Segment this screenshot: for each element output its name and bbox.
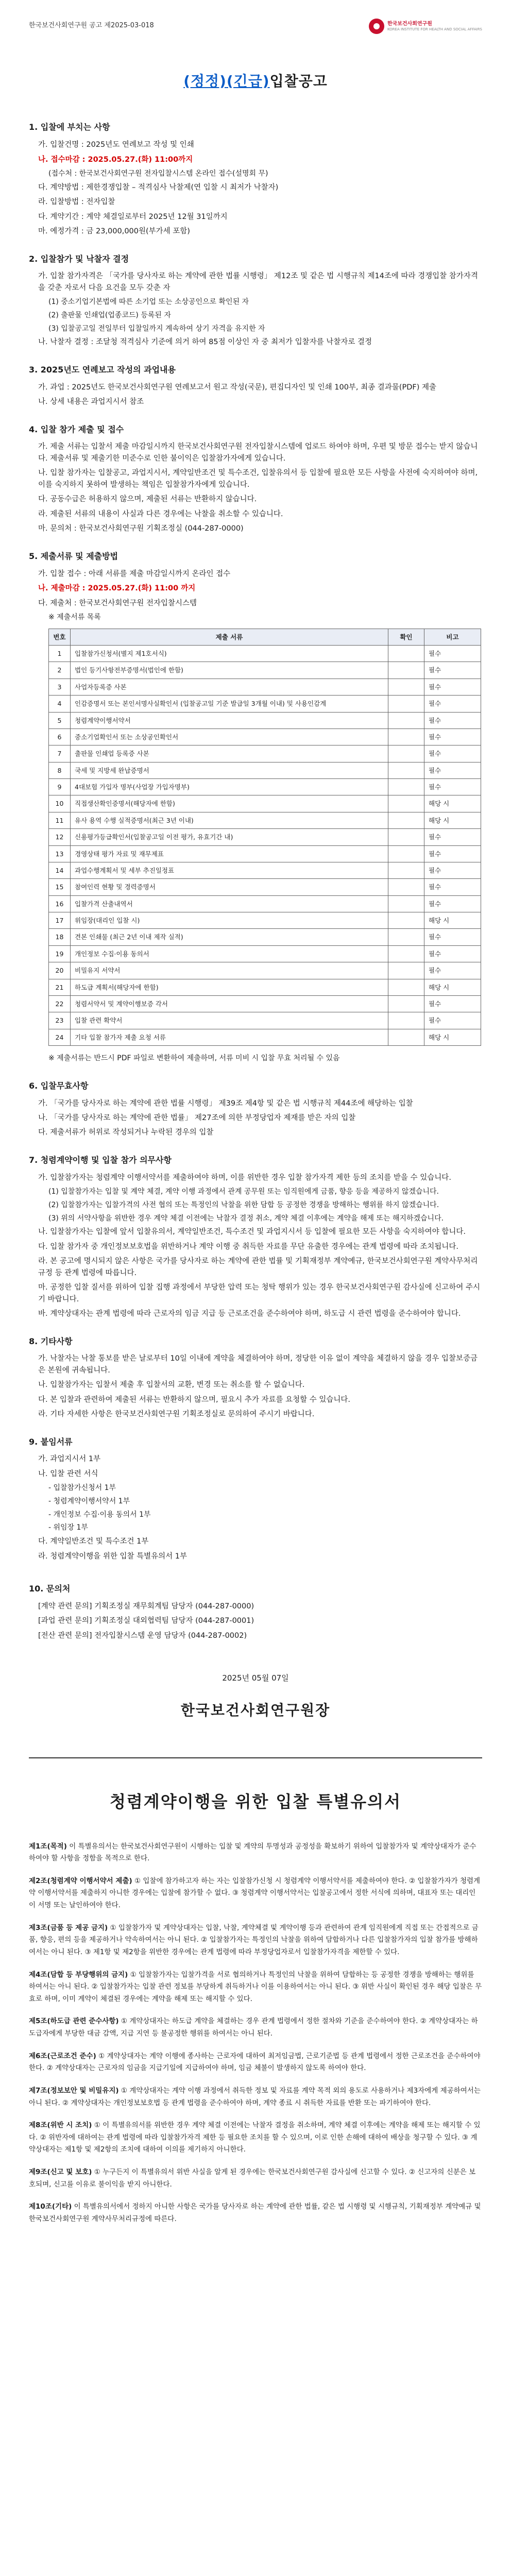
section-item: 다. 본 입찰과 관련하여 제출된 서류는 반환하지 않으며, 필요시 추가 자료를 요청할 수 있습니다. — [38, 1395, 351, 1404]
row-number: 5 — [49, 712, 71, 728]
document-name: 사업자등록증 사본 — [71, 679, 388, 695]
document-name: 입찰참가신청서(별지 제1호서식) — [71, 646, 388, 662]
section-item: 다. 계약일반조건 및 특수조건 1부 — [38, 1537, 149, 1546]
table-row — [49, 779, 481, 795]
section-item: 다. 계약기간 : 계약 체결일로부터 2025년 12월 31일까지 — [38, 212, 228, 221]
table-row — [49, 845, 481, 862]
table-row — [49, 696, 481, 712]
article-heading: 제10조(기타) — [29, 2202, 72, 2211]
notice-title: 청렴계약이행을 위한 입찰 특별유의서 — [109, 1791, 401, 1811]
section-item: 나. 입찰 참가자는 입찰공고, 과업지시서, 계약일반조건 및 특수조건, 입찰유의서 등 입찰에 필요한 모든 사항을 사전에 숙지하여야 하며, 이를 숙지하지 못하여 발생하는 책임은 입찰참가자에게 있습니다. — [38, 469, 478, 489]
section-item: 라. 기타 자세한 사항은 한국보건사회연구원 기획조정실로 문의하여 주시기 바랍니다. — [38, 1410, 315, 1419]
article-body: ① 입찰에 참가하고자 하는 자는 입찰참가신청 시 청렴계약 이행서약서를 제출하여야 한다. ② 입찰참가자가 청렴계약 이행서약서를 제출하지 아니한 경우에는 입찰에 참가할 수 없다. ③ 청렴계약 이행서약서는 입찰공고에서 정한 서식에 의하며, 대표자 또는 대리인이 서명 또는 날인하여야 한다. — [29, 1876, 481, 1910]
table-row — [49, 829, 481, 845]
document-name: 입찰 관련 확약서 — [71, 1012, 388, 1029]
section-6 — [29, 1080, 482, 1139]
article-body: ① 입찰참가자는 입찰가격을 서로 협의하거나 특정인의 낙찰을 위하여 담합하는 등 공정한 경쟁을 방해하는 행위를 하여서는 아니 된다. ② 입찰참가자는 입찰 관련 정보를 부당하게 취득하거나 이를 이용하여서는 아니 된다. ③ 위반 사실이 확인된 경우 해당 입찰은 무효로 하며, 이미 계약이 체결된 경우에는 계약을 해제 또는 해지할 수 있다. — [29, 1970, 482, 2003]
section-item: 나. 낙찰자 결정 : 조달청 적격심사 기준에 의거 하여 85점 이상인 자 중 최저가 입찰자를 낙찰자로 결정 — [38, 338, 372, 347]
section-item: 마. 공정한 입찰 질서를 위하여 입찰 집행 과정에서 부당한 압력 또는 청탁 행위가 있는 경우 한국보건사회연구원 감사실에 신고하여 주시기 바랍니다. — [38, 1283, 480, 1303]
table-header-cell: 번호 — [49, 629, 71, 645]
section-item: 마. 예정가격 : 금 23,000,000원(부가세 포함) — [38, 227, 190, 236]
document-name: 중소기업확인서 또는 소상공인확인서 — [71, 728, 388, 745]
row-number: 2 — [49, 662, 71, 679]
section-subitem: - 개인정보 수집·이용 동의서 1부 — [48, 1510, 151, 1519]
document-name: 과업수행계획서 및 세부 추진일정표 — [71, 862, 388, 878]
document-name: 참여인력 현황 및 경력증명서 — [71, 879, 388, 895]
section-title: 4. 입찰 참가 제출 및 접수 — [29, 424, 124, 434]
table-row — [49, 962, 481, 979]
document-name: 법인 등기사항전부증명서(법인에 한함) — [71, 662, 388, 679]
document-number: 한국보건사회연구원 공고 제2025-03-018 — [29, 22, 154, 29]
document-name: 경영상태 평가 자료 및 재무제표 — [71, 845, 388, 862]
table-row — [49, 895, 481, 912]
section-item: 가. 「국가를 당사자로 하는 계약에 관한 법률 시행령」 제39조 제4항 및 같은 법 시행규칙 제44조에 해당하는 입찰 — [38, 1099, 413, 1108]
section-item: 라. 청렴계약이행을 위한 입찰 특별유의서 1부 — [38, 1552, 188, 1561]
section-item: 마. 문의처 : 한국보건사회연구원 기획조정실 (044-287-0000) — [38, 524, 244, 533]
contact-item: [전산 관련 문의] 전자입찰시스템 운영 담당자 (044-287-0002) — [38, 1631, 247, 1640]
check-cell — [388, 762, 424, 778]
article-heading: 제6조(근로조건 준수) — [29, 2052, 96, 2060]
table-header-cell: 제출 서류 — [71, 629, 388, 645]
article-paragraph — [29, 2050, 482, 2075]
article-heading: 제4조(담합 등 부당행위의 금지) — [29, 1970, 128, 1979]
table-row — [49, 712, 481, 728]
section-10 — [29, 1583, 482, 1641]
table-intro: ※ 제출서류 목록 — [48, 613, 101, 621]
remark-cell: 해당 시 — [424, 795, 481, 812]
contact-item: [과업 관련 문의] 기획조정실 대외협력팀 담당자 (044-287-0001) — [38, 1617, 254, 1625]
row-number: 7 — [49, 745, 71, 762]
section-subitem: (3) 입찰공고일 전일부터 입찰일까지 계속하여 상기 자격을 유지한 자 — [48, 324, 265, 333]
article-paragraph — [29, 2015, 482, 2040]
remark-cell: 필수 — [424, 929, 481, 945]
check-cell — [388, 879, 424, 895]
document-name: 비밀유지 서약서 — [71, 962, 388, 979]
check-cell — [388, 662, 424, 679]
section-item: 나. 「국가를 당사자로 하는 계약에 관한 법률」 제27조에 의한 부정당업자 제재를 받은 자의 입찰 — [38, 1113, 356, 1122]
row-number: 8 — [49, 762, 71, 778]
remark-cell: 해당 시 — [424, 1029, 481, 1045]
document-name: 위임장(대리인 입찰 시) — [71, 912, 388, 929]
row-number: 20 — [49, 962, 71, 979]
table-row — [49, 728, 481, 745]
section-item: 가. 입찰참가자는 청렴계약 이행서약서를 제출하여야 하며, 이를 위반한 경우 입찰 참가자격 제한 등의 조치를 받을 수 있습니다. — [38, 1173, 451, 1182]
document-title — [29, 70, 482, 92]
document-name: 출판물 인쇄업 등록증 사본 — [71, 745, 388, 762]
document-name: 청렴서약서 및 계약이행보증 각서 — [71, 995, 388, 1012]
row-number: 18 — [49, 929, 71, 945]
table-row — [49, 1029, 481, 1045]
row-number: 12 — [49, 829, 71, 845]
section-title: 3. 2025년도 연례보고 작성의 과업내용 — [29, 364, 176, 375]
table-row — [49, 979, 481, 995]
section-item: 다. 제출처 : 한국보건사회연구원 전자입찰시스템 — [38, 599, 197, 607]
table-row — [49, 929, 481, 945]
section-subitem: (1) 중소기업기본법에 따른 소기업 또는 소상공인으로 확인된 자 — [48, 298, 249, 307]
logo-text — [387, 21, 482, 31]
row-number: 9 — [49, 779, 71, 795]
section-subitem: (1) 입찰참가자는 입찰 및 계약 체결, 계약 이행 과정에서 관계 공무원 또는 임직원에게 금품, 향응 등을 제공하지 않겠습니다. — [48, 1188, 439, 1196]
remark-cell: 필수 — [424, 845, 481, 862]
section-item: 다. 제출서류가 허위로 작성되거나 누락된 경우의 입찰 — [38, 1128, 214, 1137]
check-cell — [388, 795, 424, 812]
remark-cell: 필수 — [424, 696, 481, 712]
table-body — [49, 646, 481, 1046]
section-item-deadline: 나. 제출마감 : 2025.05.27.(화) 11:00 까지 — [38, 584, 196, 593]
remark-cell: 필수 — [424, 646, 481, 662]
section-title: 7. 청렴계약이행 및 입찰 참가 의무사항 — [29, 1155, 172, 1165]
section-item: 가. 제출 서류는 입찰서 제출 마감일시까지 한국보건사회연구원 전자입찰시스템에 업로드 하여야 하며, 우편 및 방문 접수는 받지 않습니다. 제출서류 및 제출기한 미준수로 인한 불이익은 입찰참가자에게 있습니다. — [38, 443, 478, 463]
remark-cell: 필수 — [424, 895, 481, 912]
check-cell — [388, 712, 424, 728]
table-row — [49, 995, 481, 1012]
article-paragraph — [29, 2120, 482, 2156]
document-name: 4대보험 가입자 명부(사업장 가입자명부) — [71, 779, 388, 795]
notice-articles — [29, 1841, 482, 2226]
section-title: 1. 입찰에 부치는 사항 — [29, 122, 110, 132]
document-name: 개인정보 수집·이용 동의서 — [71, 945, 388, 962]
article-body: 이 특별유의서에서 정하지 아니한 사항은 국가를 당사자로 하는 계약에 관한 법률, 같은 법 시행령 및 시행규칙, 기획재정부 계약예규 및 한국보건사회연구원 계약사무처리규정에 따른다. — [29, 2202, 481, 2223]
row-number: 6 — [49, 728, 71, 745]
article-paragraph — [29, 2085, 482, 2109]
notice-article — [29, 2201, 482, 2225]
check-cell — [388, 962, 424, 979]
table-row — [49, 679, 481, 695]
section-item: 다. 입찰 참가자 중 개인정보보호법을 위반하거나 계약 이행 중 취득한 자료를 무단 유출한 경우에는 관계 법령에 따라 조치됩니다. — [38, 1242, 458, 1251]
section-item: 가. 입찰 참가자격은 「국가를 당사자로 하는 계약에 관한 법률 시행령」 제12조 및 같은 법 시행규칙 제14조에 따라 경쟁입찰 참가자격을 갖춘 자로서 다음 요건을 모두 갖춘 자 — [38, 272, 478, 292]
notice-article — [29, 1922, 482, 1959]
article-heading: 제9조(신고 및 보호) — [29, 2168, 92, 2177]
row-number: 13 — [49, 845, 71, 862]
article-body: ① 계약상대자는 하도급 계약을 체결하는 경우 관계 법령에서 정한 절차와 기준을 준수하여야 한다. ② 계약상대자는 하도급자에게 부당한 대금 감액, 지급 지연 등 불공정한 행위를 하여서는 아니 된다. — [29, 2017, 478, 2038]
notice-article — [29, 2050, 482, 2075]
document-name: 견본 인쇄물 (최근 2년 이내 제작 실적) — [71, 929, 388, 945]
remark-cell: 필수 — [424, 962, 481, 979]
check-cell — [388, 829, 424, 845]
document-header — [29, 19, 482, 55]
notice-article — [29, 1875, 482, 1912]
check-cell — [388, 845, 424, 862]
signature-block — [29, 1672, 482, 1721]
section-item: 가. 낙찰자는 낙찰 통보를 받은 날로부터 10일 이내에 계약을 체결하여야 하며, 정당한 이유 없이 계약을 체결하지 않을 경우 입찰보증금은 본원에 귀속됩니다. — [38, 1354, 478, 1375]
remark-cell: 해당 시 — [424, 912, 481, 929]
check-cell — [388, 728, 424, 745]
table-note: ※ 제출서류는 반드시 PDF 파일로 변환하여 제출하며, 서류 미비 시 입찰 무효 처리될 수 있음 — [48, 1054, 340, 1063]
remark-cell: 필수 — [424, 995, 481, 1012]
remark-cell: 필수 — [424, 728, 481, 745]
section-subitem: (3) 위의 서약사항을 위반한 경우 계약 체결 이전에는 낙찰자 결정 취소, 계약 체결 이후에는 계약을 해제 또는 해지하겠습니다. — [48, 1214, 444, 1223]
row-number: 21 — [49, 979, 71, 995]
remark-cell: 필수 — [424, 745, 481, 762]
remark-cell: 필수 — [424, 879, 481, 895]
section-item: 가. 입찰 접수 : 아래 서류를 제출 마감일시까지 온라인 접수 — [38, 569, 231, 578]
row-number: 16 — [49, 895, 71, 912]
notice-article — [29, 1969, 482, 2006]
remark-cell: 필수 — [424, 1012, 481, 1029]
required-documents-table — [48, 629, 481, 1046]
check-cell — [388, 1029, 424, 1045]
contact-item: [계약 관련 문의] 기획조정실 재무회계팀 담당자 (044-287-0000) — [38, 1602, 254, 1611]
section-title: 6. 입찰무효사항 — [29, 1080, 89, 1091]
section-1 — [29, 121, 482, 237]
check-cell — [388, 646, 424, 662]
document-name: 입찰가격 산출내역서 — [71, 895, 388, 912]
notice-article — [29, 1841, 482, 1865]
row-number: 10 — [49, 795, 71, 812]
remark-cell: 필수 — [424, 762, 481, 778]
title-correction-prefix: (정정) — [183, 73, 227, 90]
article-paragraph — [29, 1841, 482, 1865]
section-subitem: - 청렴계약이행서약서 1부 — [48, 1497, 130, 1506]
table-row — [49, 912, 481, 929]
section-7 — [29, 1154, 482, 1320]
section-item: 라. 제출된 서류의 내용이 사실과 다른 경우에는 낙찰을 취소할 수 있습니다. — [38, 510, 283, 518]
section-subitem: (2) 입찰참가자는 입찰가격의 사전 협의 또는 특정인의 낙찰을 위한 담합 등 공정한 경쟁을 방해하는 행위를 하지 않겠습니다. — [48, 1200, 439, 1209]
section-item: 라. 입찰방법 : 전자입찰 — [38, 198, 115, 207]
remark-cell: 필수 — [424, 779, 481, 795]
check-cell — [388, 929, 424, 945]
article-heading: 제2조(청렴계약 이행서약서 제출) — [29, 1876, 132, 1885]
check-cell — [388, 995, 424, 1012]
check-cell — [388, 745, 424, 762]
row-number: 19 — [49, 945, 71, 962]
document-name: 직접생산확인증명서(해당자에 한함) — [71, 795, 388, 812]
section-item: 나. 입찰 관련 서식 — [38, 1469, 98, 1478]
check-cell — [388, 779, 424, 795]
notice-article — [29, 2085, 482, 2109]
table-row — [49, 1012, 481, 1029]
section-item: 다. 공동수급은 허용하지 않으며, 제출된 서류는 반환하지 않습니다. — [38, 495, 257, 504]
row-number: 11 — [49, 812, 71, 828]
article-heading: 제8조(위반 시 조치) — [29, 2121, 92, 2130]
remark-cell: 필수 — [424, 829, 481, 845]
article-heading: 제3조(금품 등 제공 금지) — [29, 1923, 108, 1932]
row-number: 15 — [49, 879, 71, 895]
table-row — [49, 662, 481, 679]
article-paragraph — [29, 1969, 482, 2006]
article-body: ① 이 특별유의서를 위반한 경우 계약 체결 이전에는 낙찰자 결정을 취소하며, 계약 체결 이후에는 계약을 해제 또는 해지할 수 있다. ② 위반자에 대하여는 관계 법령에 따라 입찰참가자격 제한 등 필요한 조치를 할 수 있으며, 이로 인한 손해에 대하여 배상을 청구할 수 있다. ③ 계약상대자는 제1항 및 제2항의 조치에 대하여 이의를 제기하지 아니한다. — [29, 2121, 481, 2154]
section-subitem: (접수처 : 한국보건사회연구원 전자입찰시스템 온라인 접수(설명회 무) — [48, 170, 268, 178]
check-cell — [388, 696, 424, 712]
title-urgent-prefix: (긴급) — [226, 73, 270, 90]
check-cell — [388, 895, 424, 912]
table-row — [49, 646, 481, 662]
article-heading: 제1조(목적) — [29, 1842, 67, 1851]
section-9 — [29, 1436, 482, 1562]
remark-cell: 필수 — [424, 862, 481, 878]
row-number: 4 — [49, 696, 71, 712]
check-cell — [388, 979, 424, 995]
article-body: ① 입찰참가자 및 계약상대자는 입찰, 낙찰, 계약체결 및 계약이행 등과 관련하여 관계 임직원에게 직접 또는 간접적으로 금품, 향응, 편의 등을 제공하거나 약속하여서는 아니 된다. ② 입찰참가자는 특정인의 낙찰을 위하여 담합하거나 다른 입찰참가자의 입찰 참가를 방해하여서는 아니 된다. ③ 제1항 및 제2항을 위반한 경우에는 관계 법령에 따라 부정당업자로서 입찰참가자격을 제한할 수 있다. — [29, 1923, 479, 1956]
table-row — [49, 812, 481, 828]
section-subitem: - 위임장 1부 — [48, 1523, 88, 1532]
table-row — [49, 745, 481, 762]
article-paragraph — [29, 1922, 482, 1959]
section-5 — [29, 550, 482, 1064]
notice-article — [29, 2015, 482, 2040]
section-item: 나. 입찰참가자는 입찰에 앞서 입찰유의서, 계약일반조건, 특수조건 및 과업지시서 등 입찰에 필요한 모든 사항을 숙지하여야 합니다. — [38, 1228, 466, 1236]
notice-article — [29, 2166, 482, 2191]
section-subitem: - 입찰참가신청서 1부 — [48, 1484, 116, 1493]
logo-subname: KOREA INSTITUTE FOR HEALTH AND SOCIAL AFFAIRS — [387, 27, 482, 31]
logo-name: 한국보건사회연구원 — [387, 21, 432, 27]
row-number: 14 — [49, 862, 71, 878]
remark-cell: 필수 — [424, 945, 481, 962]
table-header-cell: 확인 — [388, 629, 424, 645]
section-4 — [29, 423, 482, 535]
table-row — [49, 862, 481, 878]
logo-mark-icon — [369, 19, 384, 34]
section-title: 5. 제출서류 및 제출방법 — [29, 551, 118, 561]
title-main: 입찰공고 — [269, 73, 328, 90]
check-cell — [388, 945, 424, 962]
row-number: 3 — [49, 679, 71, 695]
section-item: 가. 과업 : 2025년도 한국보건사회연구원 연례보고서 원고 작성(국문), 편집디자인 및 인쇄 100부, 최종 결과물(PDF) 제출 — [38, 383, 436, 392]
row-number: 17 — [49, 912, 71, 929]
table-header-cell: 비고 — [424, 629, 481, 645]
section-2 — [29, 253, 482, 348]
article-heading: 제5조(하도급 관련 준수사항) — [29, 2017, 119, 2026]
document-name: 청렴계약이행서약서 — [71, 712, 388, 728]
section-8 — [29, 1335, 482, 1420]
table-row — [49, 762, 481, 778]
remark-cell: 필수 — [424, 712, 481, 728]
section-item: 나. 상세 내용은 과업지시서 참조 — [38, 398, 144, 406]
issuing-organization: 한국보건사회연구원장 — [180, 1701, 331, 1719]
check-cell — [388, 862, 424, 878]
institute-logo — [369, 19, 482, 34]
article-paragraph — [29, 1875, 482, 1912]
section-item: 가. 입찰건명 : 2025년도 연례보고 작성 및 인쇄 — [38, 141, 194, 149]
check-cell — [388, 679, 424, 695]
announcement-date: 2025년 05월 07일 — [222, 1673, 289, 1683]
section-title: 10. 문의처 — [29, 1584, 71, 1594]
section-item: 다. 계약방법 : 제한경쟁입찰 – 적격심사 낙찰제(연 입찰 시 최저가 낙찰자) — [38, 183, 279, 192]
article-heading: 제7조(정보보안 및 비밀유지) — [29, 2086, 119, 2095]
table-row — [49, 879, 481, 895]
section-title: 2. 입찰참가 및 낙찰자 결정 — [29, 253, 129, 264]
article-body: ① 누구든지 이 특별유의서 위반 사실을 알게 된 경우에는 한국보건사회연구원 감사실에 신고할 수 있다. ② 신고자의 신분은 보호되며, 신고를 이유로 불이익을 받지 아니한다. — [29, 2168, 476, 2189]
notice-article — [29, 2120, 482, 2156]
article-paragraph — [29, 2166, 482, 2191]
row-number: 24 — [49, 1029, 71, 1045]
remark-cell: 필수 — [424, 662, 481, 679]
document-name: 신용평가등급확인서(입찰공고일 이전 평가, 유효기간 내) — [71, 829, 388, 845]
document-name: 국세 및 지방세 완납증명서 — [71, 762, 388, 778]
table-header-row — [49, 629, 481, 645]
article-body: ① 계약상대자는 계약 이행에 종사하는 근로자에 대하여 최저임금법, 근로기준법 등 관계 법령에서 정한 근로조건을 준수하여야 한다. ② 계약상대자는 근로자의 임금을 지급기일에 지급하여야 하며, 임금 체불이 발생하지 않도록 하여야 한다. — [29, 2052, 481, 2073]
section-title: 8. 기타사항 — [29, 1336, 73, 1346]
section-item: 가. 과업지시서 1부 — [38, 1455, 101, 1464]
check-cell — [388, 912, 424, 929]
article-paragraph — [29, 2201, 482, 2225]
article-body: 이 특별유의서는 한국보건사회연구원이 시행하는 입찰 및 계약의 투명성과 공정성을 확보하기 위하여 입찰참가자 및 계약상대자가 준수하여야 할 사항을 정함을 목적으로 한다. — [29, 1842, 476, 1863]
remark-cell: 필수 — [424, 679, 481, 695]
section-3 — [29, 364, 482, 408]
article-body: ① 계약상대자는 계약 이행 과정에서 취득한 정보 및 자료를 계약 목적 외의 용도로 사용하거나 제3자에게 제공하여서는 아니 된다. ② 계약상대자는 개인정보보호법 등 관계 법령을 준수하여야 하며, 계약 종료 시 취득한 자료를 반환 또는 파기하여야 한다. — [29, 2086, 481, 2107]
page-divider — [29, 1757, 482, 1758]
remark-cell: 해당 시 — [424, 979, 481, 995]
section-title: 9. 붙임서류 — [29, 1436, 73, 1447]
section-item: 나. 입찰참가자는 입찰서 제출 후 입찰서의 교환, 변경 또는 취소를 할 수 없습니다. — [38, 1381, 305, 1389]
row-number: 23 — [49, 1012, 71, 1029]
document-name: 하도급 계획서(해당자에 한함) — [71, 979, 388, 995]
section-subitem: (2) 출판물 인쇄업(업종코드) 등록된 자 — [48, 311, 171, 320]
check-cell — [388, 812, 424, 828]
row-number: 22 — [49, 995, 71, 1012]
document-name: 인감증명서 또는 본인서명사실확인서 (입찰공고일 기준 발급일 3개월 이내) 및 사용인감계 — [71, 696, 388, 712]
table-row — [49, 795, 481, 812]
section-item: 라. 본 공고에 명시되지 않은 사항은 국가를 당사자로 하는 계약에 관한 법률 및 기획재정부 계약예규, 한국보건사회연구원 계약사무처리규정 등 관계 법령에 따릅니다. — [38, 1257, 478, 1277]
document-name: 기타 입찰 참가자 제출 요청 서류 — [71, 1029, 388, 1045]
row-number: 1 — [49, 646, 71, 662]
remark-cell: 해당 시 — [424, 812, 481, 828]
section-item-deadline: 나. 접수마감 : 2025.05.27.(화) 11:00까지 — [38, 155, 193, 164]
document-name: 유사 용역 수행 실적증명서(최근 3년 이내) — [71, 812, 388, 828]
section-item: 바. 계약상대자는 관계 법령에 따라 근로자의 임금 지급 등 근로조건을 준수하여야 하며, 하도급 시 관련 법령을 준수하여야 합니다. — [38, 1310, 461, 1318]
check-cell — [388, 1012, 424, 1029]
table-row — [49, 945, 481, 962]
